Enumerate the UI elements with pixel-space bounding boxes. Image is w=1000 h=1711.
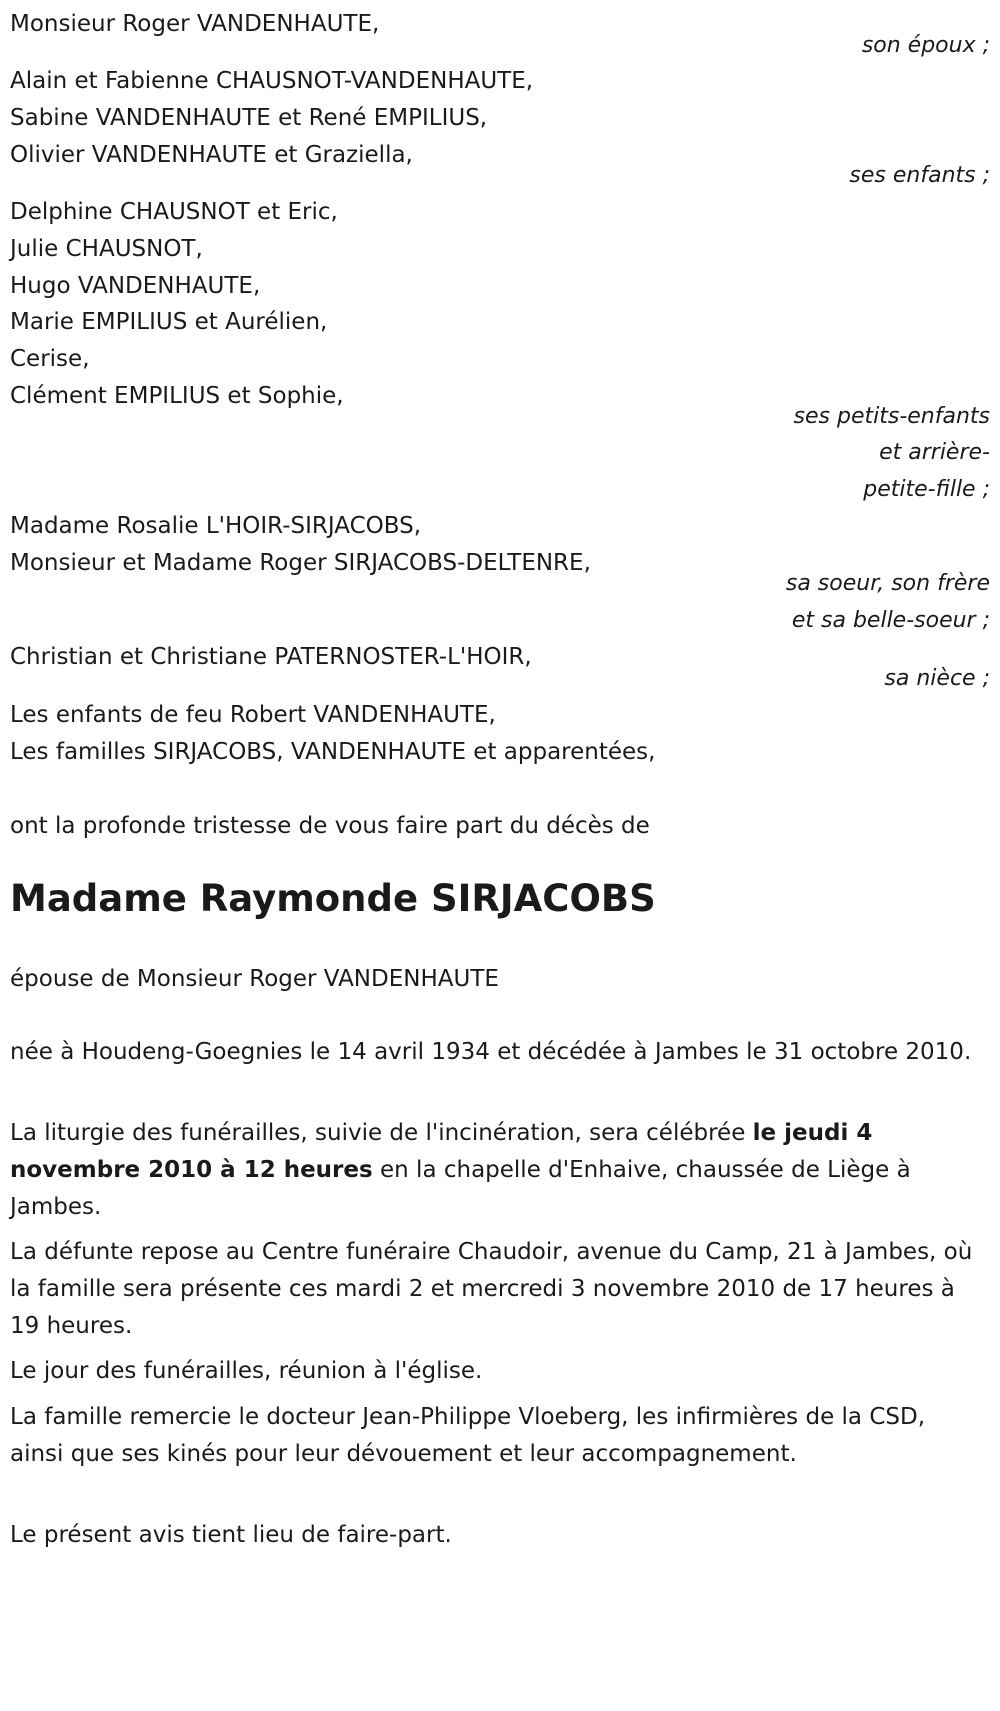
liturgy-text: La liturgie des funérailles, suivie de l'incinération, sera célébrée [10,1120,753,1146]
grandchild-line: Julie CHAUSNOT, [10,236,203,262]
child-line: Olivier VANDENHAUTE et Graziella, [10,142,413,168]
grandchild-line: Marie EMPILIUS et Aurélien, [10,309,328,335]
other-family-line: Les enfants de feu Robert VANDENHAUTE, [10,702,496,728]
grandchildren-relation-line: ses petits-enfants [793,404,990,429]
rest-paragraph: La défunte repose au Centre funéraire Chaudoir, avenue du Camp, 21 à Jambes, où la famille sera présente ces mardi 2 et mercredi 3 novembre 2010 de 17 heures à 19 heures. [10,1239,973,1339]
thanks-paragraph: La famille remercie le docteur Jean-Philippe Vloeberg, les infirmières de la CSD, ainsi que ses kinés pour leur dévouement et leur accompagnement. [10,1404,926,1467]
liturgy-paragraph [10,1115,985,1226]
deceased-name: Madame Raymonde SIRJACOBS [10,877,656,920]
notice-paragraph: Le présent avis tient lieu de faire-part. [10,1522,452,1548]
liturgy-place: en la chapelle d'Enhaive, chaussée de Liège à Jambes. [10,1157,911,1220]
grandchildren-relation-line: et arrière- [879,440,990,465]
sibling-line: Monsieur et Madame Roger SIRJACOBS-DELTENRE, [10,550,591,576]
child-line: Alain et Fabienne CHAUSNOT-VANDENHAUTE, [10,68,534,94]
siblings-relation-line: et sa belle-soeur ; [791,608,990,633]
niece-line: Christian et Christiane PATERNOSTER-L'HOIR, [10,644,532,670]
grandchild-line: Delphine CHAUSNOT et Eric, [10,199,338,225]
child-line: Sabine VANDENHAUTE et René EMPILIUS, [10,105,488,131]
grandchild-line: Cerise, [10,346,90,372]
grandchildren-relation-line: petite-fille ; [863,477,990,502]
grandchild-line: Hugo VANDENHAUTE, [10,273,261,299]
siblings-relation-line: sa soeur, son frère [785,571,990,596]
spouse-of-text: épouse de Monsieur Roger VANDENHAUTE [10,966,499,992]
spouse-line: Monsieur Roger VANDENHAUTE, [10,11,380,37]
meeting-paragraph: Le jour des funérailles, réunion à l'église. [10,1358,483,1384]
other-family-line: Les familles SIRJACOBS, VANDENHAUTE et apparentées, [10,739,656,765]
birth-death-paragraph: née à Houdeng-Goegnies le 14 avril 1934 et décédée à Jambes le 31 octobre 2010. [10,1039,972,1065]
children-relation: ses enfants ; [849,163,990,188]
announcement-text: ont la profonde tristesse de vous faire part du décès de [10,813,650,839]
grandchild-line: Clément EMPILIUS et Sophie, [10,383,344,409]
spouse-relation: son époux ; [861,33,990,58]
niece-relation: sa nièce ; [884,666,990,691]
sibling-line: Madame Rosalie L'HOIR-SIRJACOBS, [10,513,422,539]
liturgy-date: le jeudi 4 novembre 2010 à 12 heures [10,1120,873,1183]
